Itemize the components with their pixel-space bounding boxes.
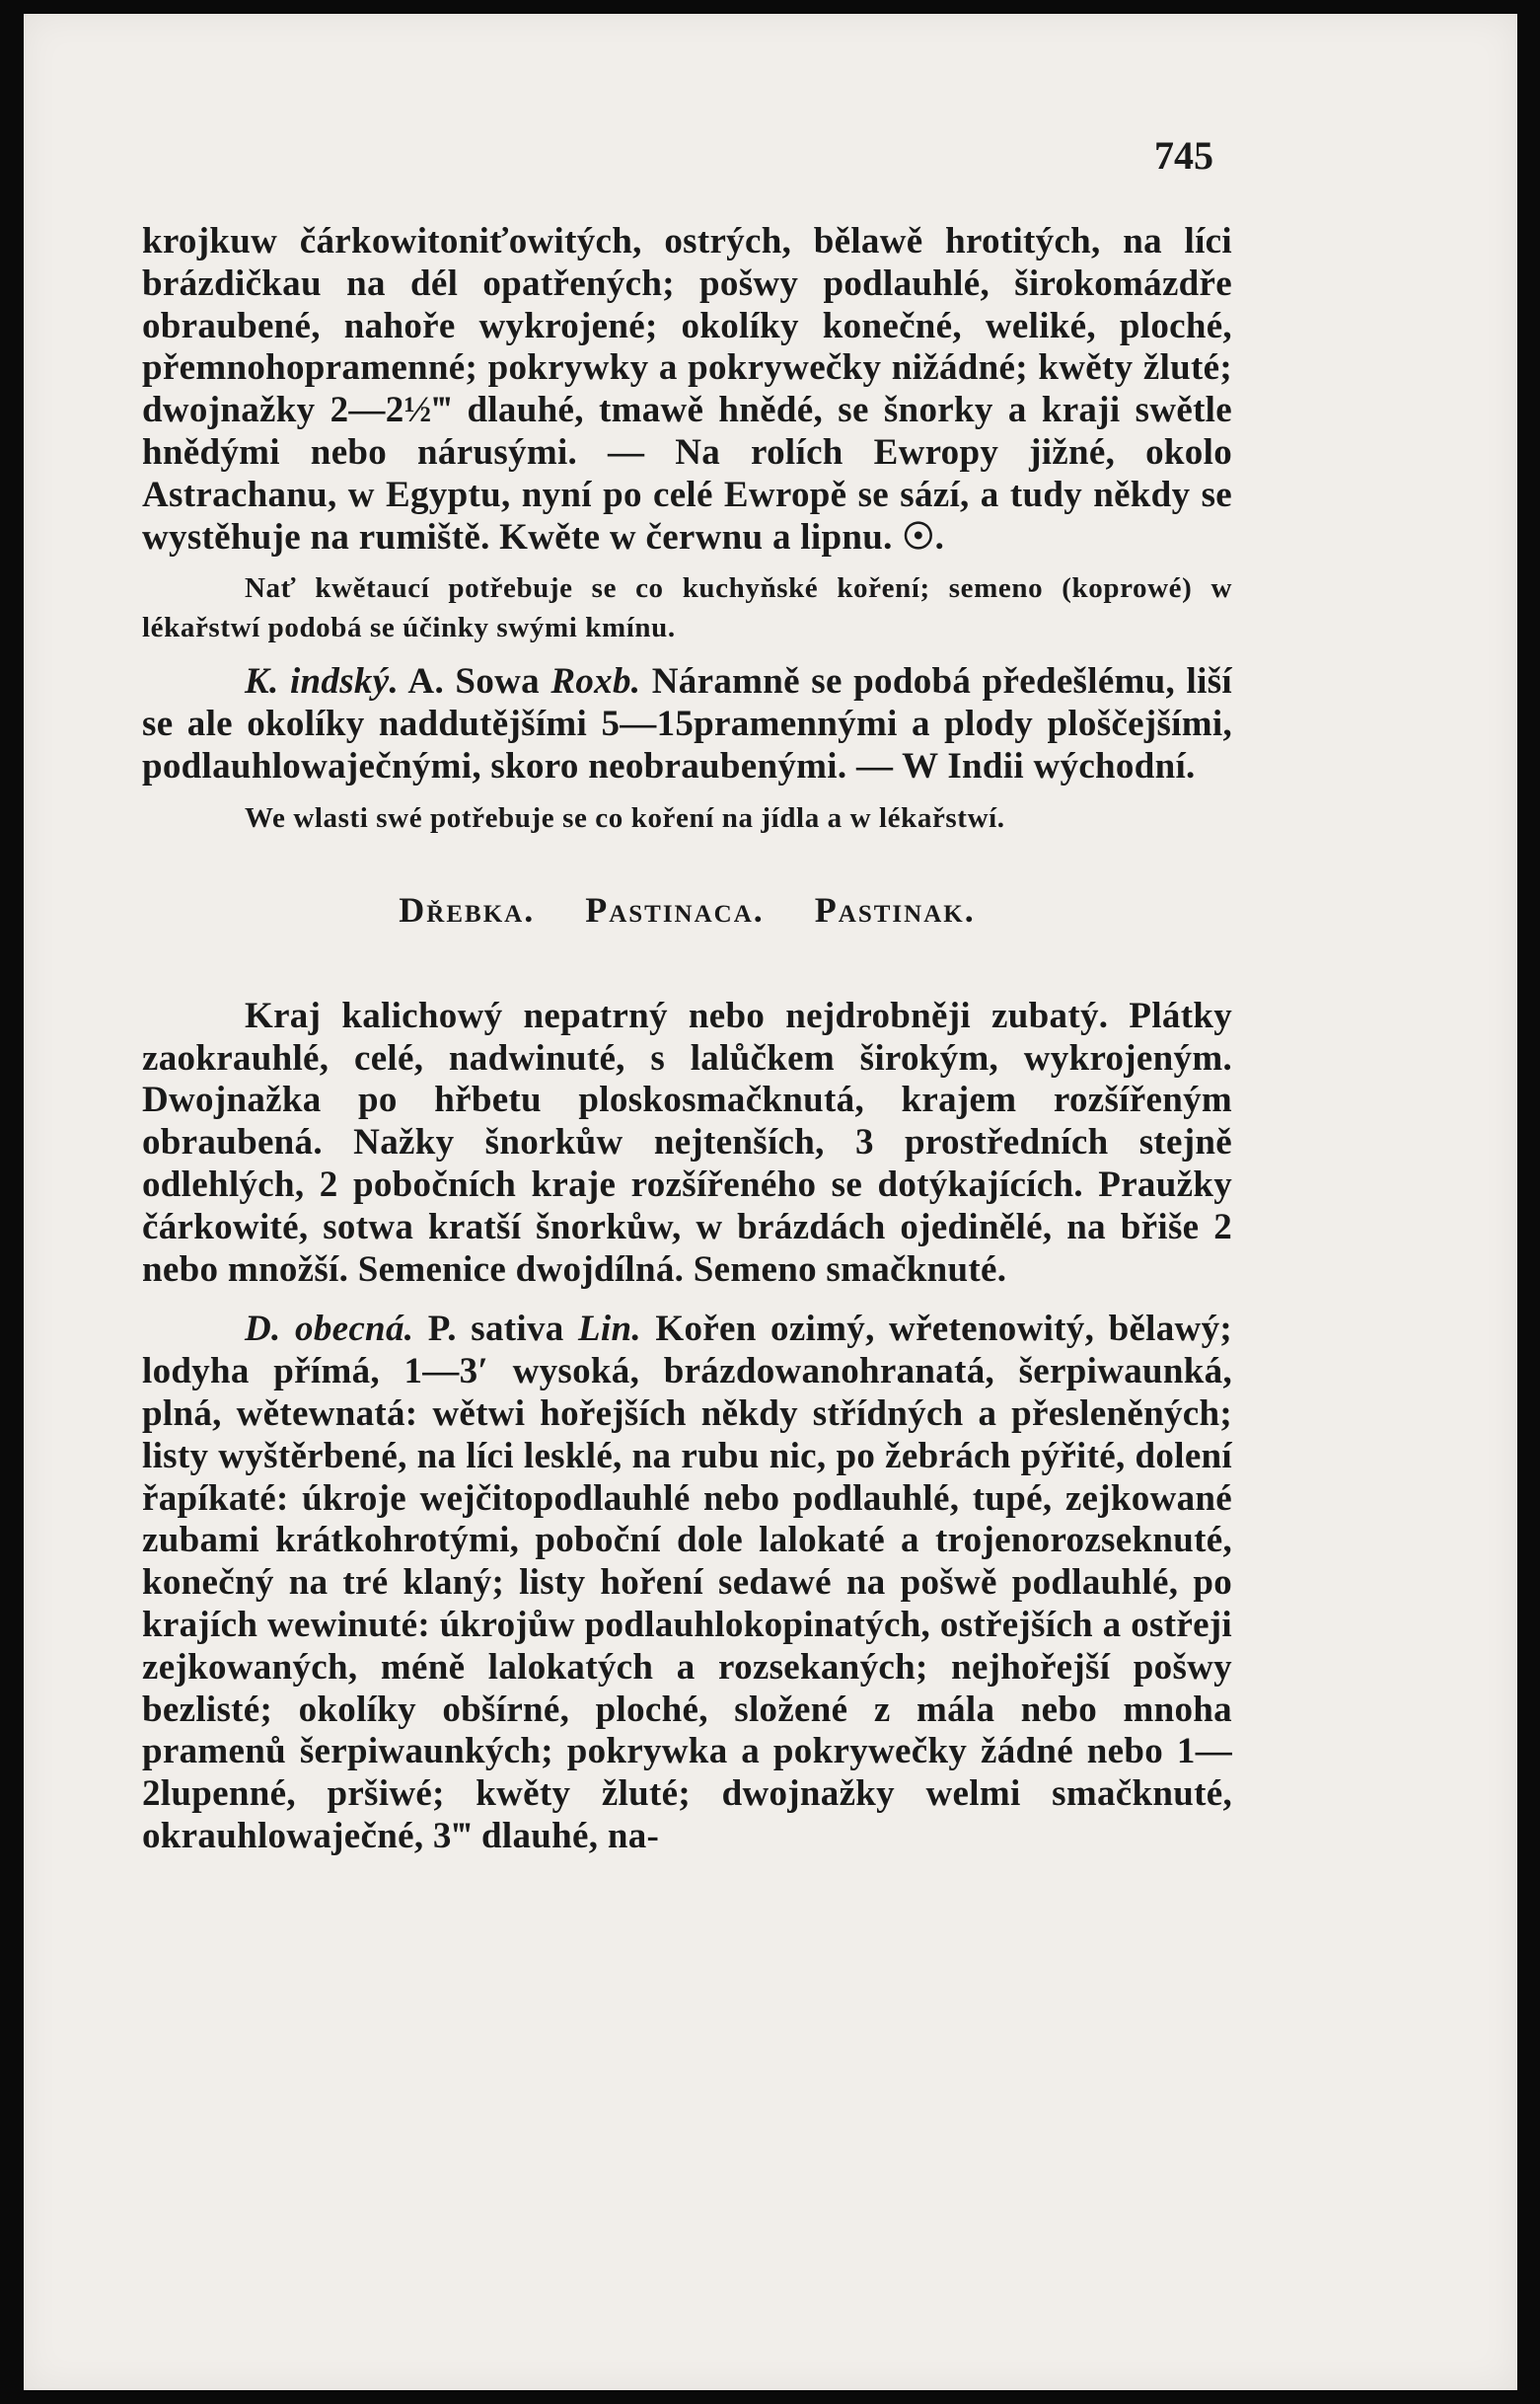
species-description: Náramně se podobá předešlému, liší se ale okolíky naddutějšími 5—15pramennými a plody ploščejšími, podlauhlowaječnými, skoro neobraubenými. — W Indii wýchodní.: [142, 661, 1232, 787]
genus-name-latin: Pastinaca.: [585, 889, 765, 930]
genus-name-czech: Dřebka.: [399, 889, 536, 930]
species-name: K. indský.: [245, 661, 400, 703]
paragraph-continuation: krojkuw čárkowitoniťowitých, ostrých, bělawě hrotitých, na líci brázdičkau na dél opatřených; pošwy podlauhlé, širokomázdře obraubené, nahoře wykrojené; okolíky konečné, weliké, ploché, přemnohopramenné; pokrywky a pokrywečky nižádné; kwěty žluté; dwojnažky 2—2½‴ dlauhé, tmawě hnědé, se šnorky a kraji swětle hnědými nebo nárusými. — Na rolích Ewropy jižné, okolo Astrachanu, w Egyptu, nyní po celé Ewropě se sází, a tudy někdy se wystěhuje na rumiště. Kwěte w čerwnu a lipnu. ☉.: [142, 221, 1232, 558]
usage-note: Nať kwětaucí potřebuje se co kuchyňské koření; semeno (koprowé) w lékařstwí podobá se účinky swými kmínu.: [142, 572, 1232, 644]
species-author: A. Sowa: [407, 661, 540, 703]
page-body: [142, 221, 1232, 1858]
species-entry-k-indsky: [142, 661, 1232, 788]
species-description: Kořen ozimý, wřetenowitý, bělawý; lodyha přímá, 1—3′ wysoká, brázdowanohranatá, šerpiwaunká, plná, wětewnatá: wětwi hořejších někdy střídných a přesleněných; listy wyštěrbené, na líci lesklé, na rubu nic, po žebrách pýřité, dolení řapíkaté: úkroje wejčitopodlauhlé nebo podlauhlé, tupé, zejkowané zubami krátkohrotými, poboční dole lalokaté a trojenorozseknuté, konečný na tré klaný; listy hoření sedawé na pošwě podlauhlé, po krajích wewinuté: úkrojůw podlauhlokopinatých, ostřejších a ostřeji zejkowaných, méně lalokatých a rozsekaných; nejhořejší pošwy bezlisté; okolíky obšírné, ploché, složené z mála nebo mnoha pramenů šerpiwaunkých; pokrywka a pokrywečky žádné nebo 1—2lupenné, pršiwé; kwěty žluté; dwojnažky welmi smačknuté, okrauhlowaječné, 3‴ dlauhé, na-: [142, 1309, 1232, 1856]
species-author: Lin.: [578, 1309, 641, 1350]
genus-description: Kraj kalichowý nepatrný nebo nejdrobněji zubatý. Plátky zaokrauhlé, celé, nadwinuté, s lalůčkem širokým, wykrojeným. Dwojnažka po hřbetu ploskosmačknutá, krajem rozšířeným obraubená. Nažky šnorkůw nejtenších, 3 prostředních stejně odlehlých, 2 pobočních kraje rozšířeného se dotýkajících. Praužky čárkowité, sotwa kratší šnorkůw, w brázdách ojedinělé, na břiše 2 nebo množší. Semenice dwojdílná. Semeno smačknuté.: [142, 995, 1232, 1290]
page-number: 745: [1154, 133, 1213, 178]
species-name: D. obecná.: [245, 1309, 414, 1350]
genus-name-german: Pastinak.: [814, 889, 976, 930]
book-page: [24, 14, 1517, 2390]
species-synonym: P. sativa: [427, 1309, 564, 1350]
species-source: Roxb.: [550, 661, 641, 703]
species-entry-d-obecna: [142, 1309, 1232, 1857]
usage-note: We wlasti swé potřebuje se co koření na jídla a w lékařstwí.: [245, 801, 1005, 834]
genus-heading: [142, 889, 1232, 931]
